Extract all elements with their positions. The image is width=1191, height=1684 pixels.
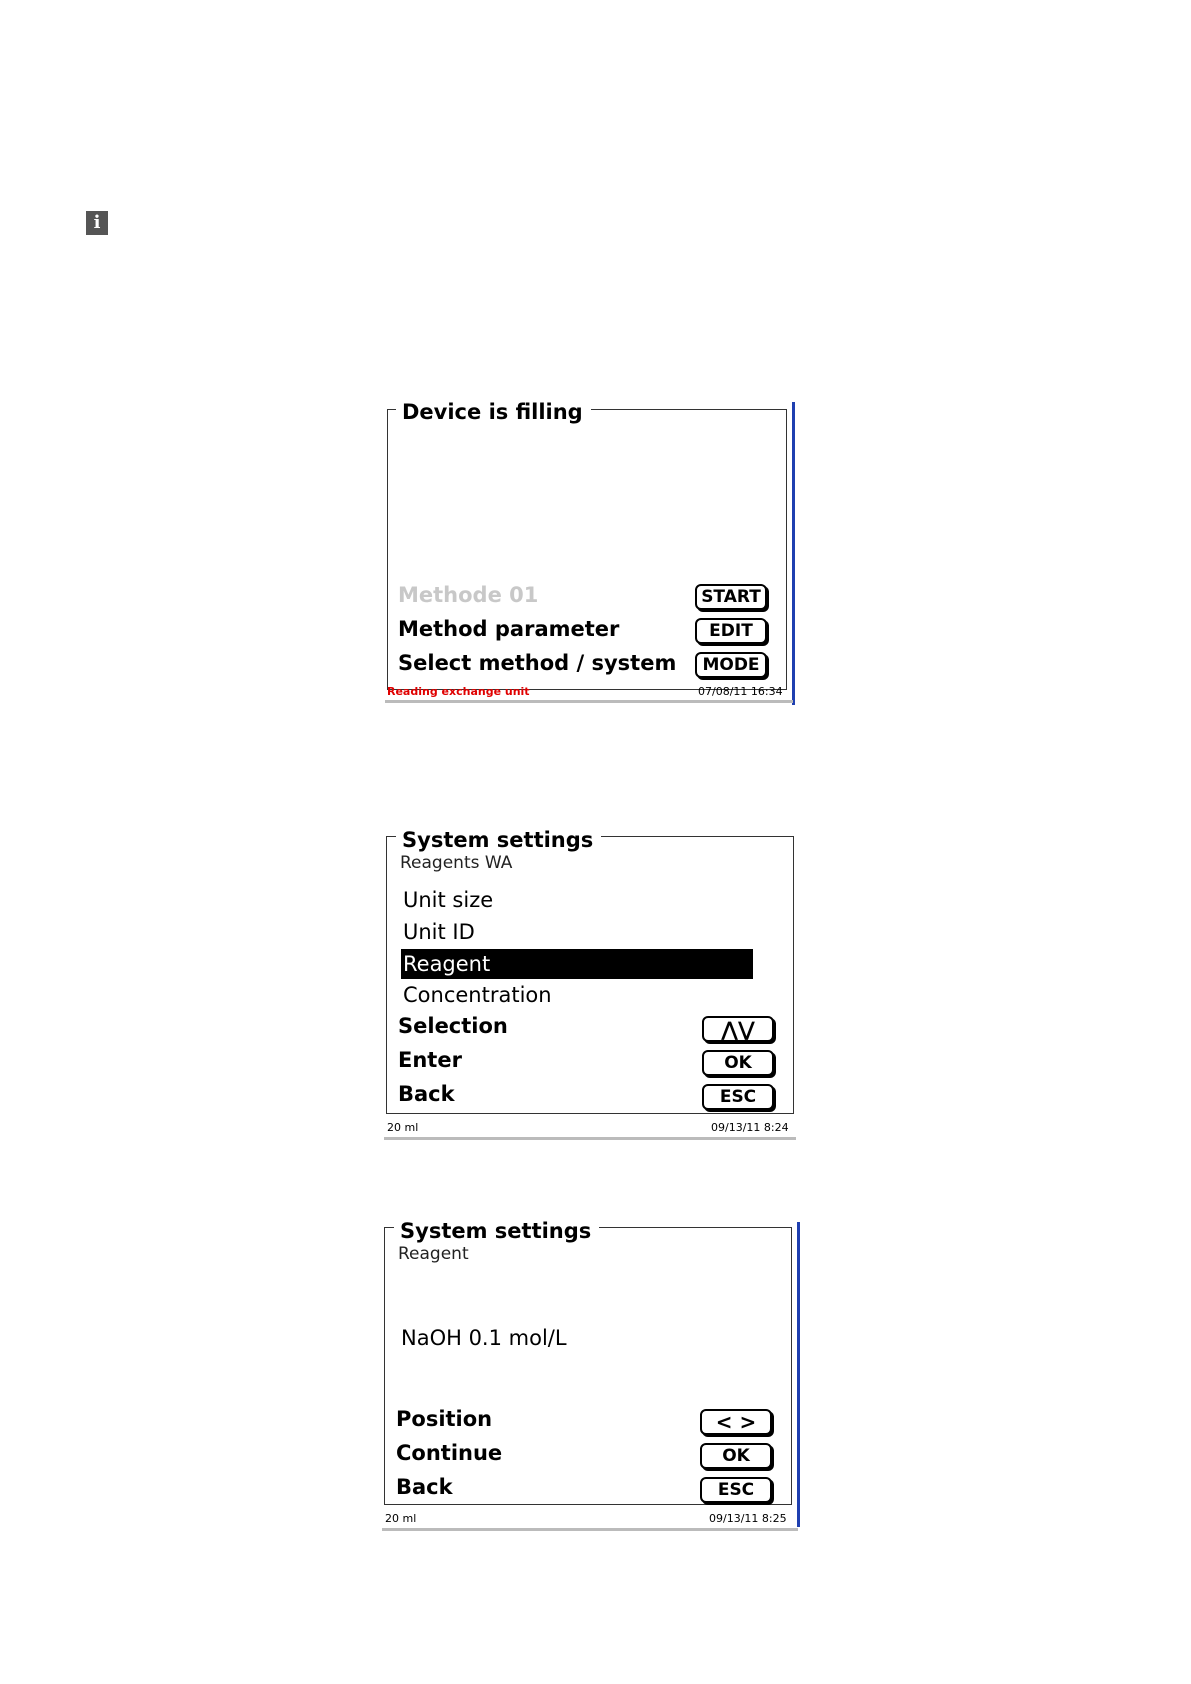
screen-edge-bar	[792, 402, 795, 705]
screen-subtitle: Reagents WA	[400, 853, 513, 873]
left-right-arrows-icon[interactable]: < >	[700, 1409, 772, 1435]
command-label-back: Back	[398, 1082, 455, 1106]
command-label-selection: Selection	[398, 1014, 508, 1038]
screen-title: System settings	[394, 1219, 599, 1243]
reagent-name-input[interactable]: NaOH 0.1 mol/L	[401, 1326, 567, 1350]
status-bar-line	[385, 700, 793, 703]
status-bar-line	[382, 1528, 798, 1531]
command-label-select-method: Select method / system	[398, 651, 677, 675]
row-unit-size-label[interactable]: Unit size	[403, 888, 494, 912]
ok-button[interactable]: OK	[700, 1443, 772, 1469]
status-message: Reading exchange unit	[387, 685, 530, 698]
status-timestamp: 09/13/11 8:25	[709, 1512, 787, 1525]
info-icon: i	[86, 211, 108, 235]
esc-button[interactable]: ESC	[702, 1084, 774, 1110]
status-timestamp: 07/08/11 16:34	[698, 685, 783, 698]
screen-title: System settings	[396, 828, 601, 852]
status-timestamp: 09/13/11 8:24	[711, 1121, 789, 1134]
command-label-method-parameter: Method parameter	[398, 617, 620, 641]
row-unit-id-label[interactable]: Unit ID	[403, 920, 475, 944]
mode-button[interactable]: MODE	[695, 652, 767, 678]
command-label-methode: Methode 01	[398, 583, 539, 607]
status-unit-size: 20 ml	[385, 1512, 417, 1525]
edit-button[interactable]: EDIT	[695, 618, 767, 644]
start-button[interactable]: START	[695, 584, 767, 610]
command-label-back: Back	[396, 1475, 453, 1499]
screen-frame	[387, 409, 787, 690]
up-down-arrows-icon[interactable]: ⋀⋁	[702, 1016, 774, 1042]
command-label-position: Position	[396, 1407, 493, 1431]
ok-button[interactable]: OK	[702, 1050, 774, 1076]
screen-edge-bar	[797, 1222, 800, 1527]
screen-title: Device is filling	[396, 400, 591, 424]
status-bar-line	[384, 1137, 796, 1140]
row-concentration-label[interactable]: Concentration	[403, 983, 552, 1007]
row-reagent-selected[interactable]: Reagent	[401, 949, 753, 979]
status-unit-size: 20 ml	[387, 1121, 419, 1134]
esc-button[interactable]: ESC	[700, 1477, 772, 1503]
command-label-continue: Continue	[396, 1441, 503, 1465]
command-label-enter: Enter	[398, 1048, 462, 1072]
screen-subtitle: Reagent	[398, 1244, 469, 1264]
